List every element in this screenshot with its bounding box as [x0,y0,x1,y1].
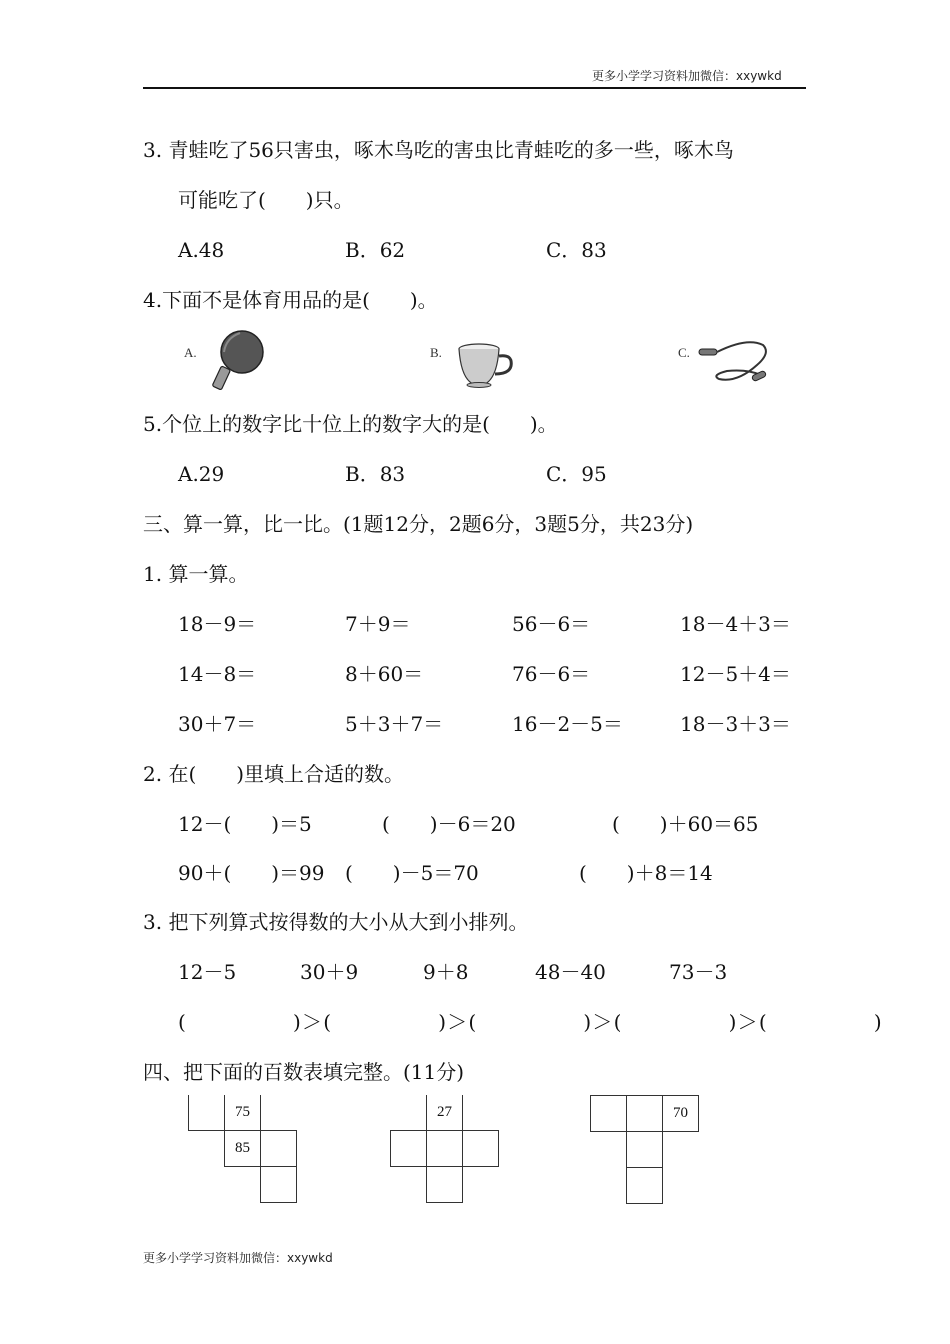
sort-item: 9＋8 [423,960,469,984]
grid-cell: 85 [224,1130,261,1167]
sort-item: 12－5 [178,960,237,984]
grid-cell: 75 [224,1095,261,1131]
calc-item: 8＋60＝ [345,662,424,686]
grid-cell[interactable] [626,1095,663,1132]
grid-cell[interactable] [626,1131,663,1168]
calc-item: 12－5＋4＝ [680,662,791,686]
grid-cell[interactable] [390,1130,427,1167]
cup-icon [455,340,517,390]
calc-item: 5＋3＋7＝ [345,712,444,736]
header-text: 更多小学学习资料加微信：xxywkd [592,69,782,83]
grid-cell: 70 [662,1095,699,1132]
calc-item: 76－6＝ [512,662,591,686]
grid-cell[interactable] [426,1166,463,1203]
q4-text: 4.下面不是体育用品的是( )。 [143,288,438,312]
fill-item: 12－( )＝5 [178,812,312,836]
grid-cell[interactable] [426,1130,463,1167]
q4-label-c: C. [678,345,690,360]
q3-option-b: B．62 [345,238,406,262]
grid-cell: 27 [426,1095,463,1131]
grid-cell[interactable] [260,1166,297,1203]
q5-text: 5.个位上的数字比十位上的数字大的是( )。 [143,412,558,436]
fill-item: ( )－6＝20 [382,812,516,836]
header-rule [143,87,806,89]
sort-item: 30＋9 [300,960,359,984]
jump-rope-icon [697,335,772,390]
part1-title: 1. 算一算。 [143,562,249,586]
q4-label-b: B. [430,345,442,360]
grid-cell[interactable] [260,1130,297,1167]
grid-cell[interactable] [626,1167,663,1204]
fill-item: ( )＋60＝65 [612,812,759,836]
sort-item: 48－40 [535,960,606,984]
grid-cell[interactable] [462,1130,499,1167]
q5-option-c: C．95 [546,462,607,486]
calc-item: 14－8＝ [178,662,257,686]
sort-answer-line: ( )＞( )＞( )＞( )＞( ) [178,1010,883,1034]
q3-line1: 3. 青蛙吃了56只害虫，啄木鸟吃的害虫比青蛙吃的多一些，啄木鸟 [143,138,734,162]
section4-title: 四、把下面的百数表填完整。(11分) [143,1060,465,1084]
fill-item: ( )－5＝70 [345,861,479,885]
part2-title: 2. 在( )里填上合适的数。 [143,762,405,786]
grid-cell[interactable] [590,1095,627,1132]
footer-text: 更多小学学习资料加微信：xxywkd [143,1251,333,1265]
sort-item: 73－3 [669,960,728,984]
grid-cell[interactable] [188,1095,225,1131]
fill-item: 90＋( )＝99 [178,861,325,885]
q5-option-b: B．83 [345,462,406,486]
calc-item: 16－2－5＝ [512,712,623,736]
q3-option-a: A.48 [178,238,225,262]
q5-option-a: A.29 [178,462,225,486]
calc-item: 18－9＝ [178,612,257,636]
calc-item: 30＋7＝ [178,712,257,736]
ping-pong-paddle-icon [210,328,270,394]
section3-title: 三、算一算，比一比。(1题12分，2题6分，3题5分，共23分) [143,512,694,536]
calc-item: 18－3＋3＝ [680,712,791,736]
fill-item: ( )＋8＝14 [579,861,713,885]
q3-option-c: C．83 [546,238,607,262]
calc-item: 18－4＋3＝ [680,612,791,636]
q3-line2: 可能吃了( )只。 [178,188,354,212]
calc-item: 56－6＝ [512,612,591,636]
calc-item: 7＋9＝ [345,612,411,636]
q4-label-a: A. [184,345,197,360]
part3-title: 3. 把下列算式按得数的大小从大到小排列。 [143,910,529,934]
